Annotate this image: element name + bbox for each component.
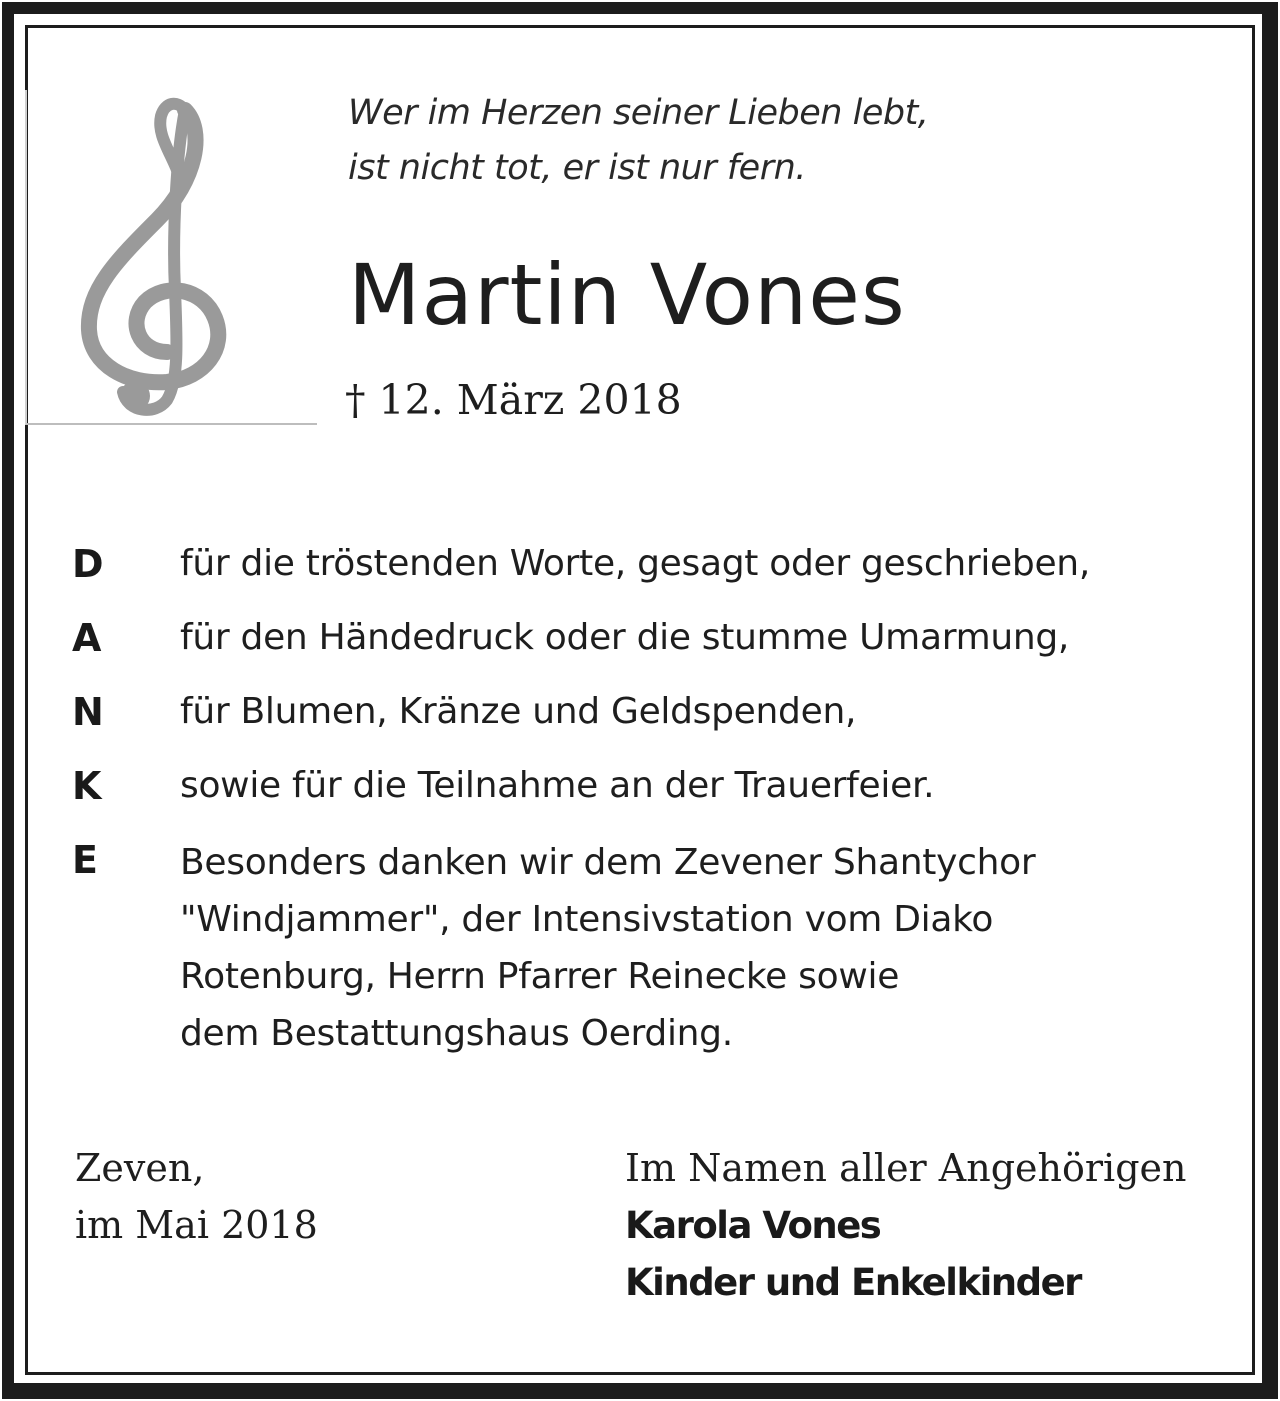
signer-name: Karola Vones: [625, 1204, 881, 1247]
special-thanks: [180, 834, 1200, 1062]
thanks-line-4: sowie für die Teilnahme an der Trauerfeier.: [180, 765, 935, 806]
clef-panel: [25, 90, 317, 425]
signoff-intro: Im Namen aller Angehörigen: [625, 1146, 1187, 1190]
danke-letter-k: K: [72, 764, 102, 808]
signoff: [625, 1140, 1186, 1311]
danke-letter-n: N: [72, 690, 104, 734]
special-thanks-line-1: Besonders danken wir dem Zevener Shantychor: [180, 842, 1036, 883]
date: im Mai 2018: [75, 1203, 318, 1247]
danke-letter-a: A: [72, 616, 102, 660]
special-thanks-line-2: "Windjammer", der Intensivstation vom Diako: [180, 899, 994, 940]
treble-clef-icon: [27, 90, 317, 423]
quote-line-1: Wer im Herzen seiner Lieben lebt,: [348, 93, 929, 133]
thanks-line-3: für Blumen, Kränze und Geldspenden,: [180, 691, 857, 732]
signer-family: Kinder und Enkelkinder: [625, 1261, 1081, 1304]
place: Zeven,: [75, 1146, 205, 1190]
special-thanks-line-3: Rotenburg, Herrn Pfarrer Reinecke sowie: [180, 956, 900, 997]
thanks-line-2: für den Händedruck oder die stumme Umarmung,: [180, 617, 1070, 658]
deceased-name: Martin Vones: [348, 246, 906, 344]
place-and-date: [75, 1140, 318, 1254]
death-date: † 12. März 2018: [345, 376, 682, 424]
danke-letter-e: E: [72, 838, 98, 882]
quote-line-2: ist nicht tot, er ist nur fern.: [348, 148, 806, 188]
thanks-line-1: für die tröstenden Worte, gesagt oder geschrieben,: [180, 543, 1090, 584]
special-thanks-line-4: dem Bestattungshaus Oerding.: [180, 1013, 733, 1054]
memorial-quote: [348, 86, 1108, 196]
danke-letter-d: D: [72, 542, 104, 586]
